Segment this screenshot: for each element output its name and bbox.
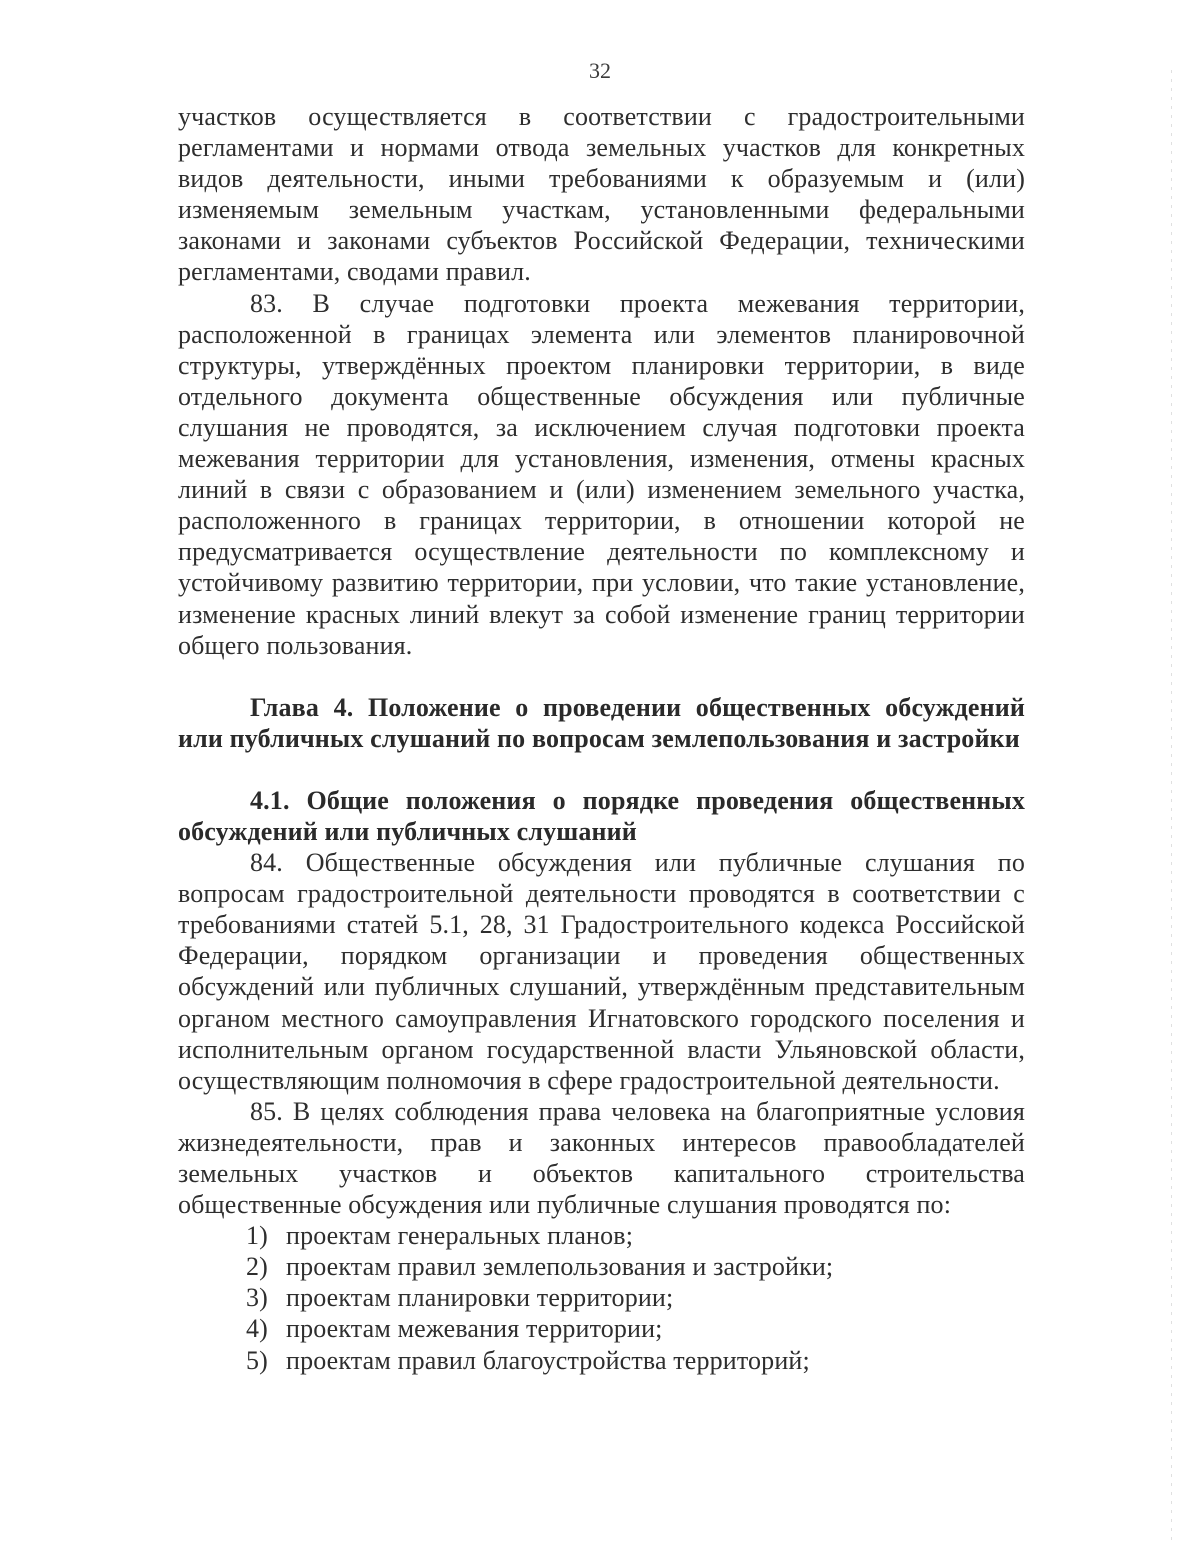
list-item [178,1220,1025,1251]
list-item [178,1251,1025,1282]
list-item-text: проектам правил благоустройства территорий; [286,1345,810,1375]
list-item-number: 5) [246,1345,268,1375]
list-item [178,1282,1025,1313]
paragraph-83: 83. В случае подготовки проекта межевания территории, расположенной в границах элемента или элементов планировочной структуры, утверждённых проектом планировки территории, в виде отдельного документа общественные обсуждения или публичные слушания не проводятся, за исключением случая подготовки проекта межевания территории для установления, изменения, отмены красных линий в связи с образованием и (или) изменением земельного участка, расположенного в границах территории, в отношении которой не предусматривается осуществление деятельности по комплексному и устойчивому развитию территории, при условии, что такие установление, изменение красных линий влекут за собой изменение границ территории общего пользования. [178,288,1025,660]
paragraph-continuation: участков осуществляется в соответствии с градостроительными регламентами и нормами отвода земельных участков для конкретных видов деятельности, иными требованиями к образуемым и (или) изменяемым земельным участкам, установленными федеральными законами и законами субъектов Российской Федерации, техническими регламентами, сводами правил. [178,102,1025,287]
scan-edge-line [1171,70,1172,1540]
list-item-text: проектам межевания территории; [286,1314,663,1344]
list-item [178,1313,1025,1344]
page-number: 32 [589,58,611,83]
list-item-number: 3) [246,1283,268,1313]
chapter-4-title: Глава 4. Положение о проведении общественных обсуждений или публичных слушаний по вопросам землепользования и застройки [178,692,1025,753]
section-4-1-title: 4.1. Общие положения о порядке проведения общественных обсуждений или публичных слушаний [178,785,1025,846]
list-item [178,1345,1025,1376]
paragraph-85: 85. В целях соблюдения права человека на благоприятные условия жизнедеятельности, прав и законных интересов правообладателей земельных участков и объектов капитального строительства общественные обсуждения или публичные слушания проводятся по: [178,1096,1025,1220]
list-item-number: 4) [246,1314,268,1344]
paragraph-85-list [178,1220,1025,1375]
list-item-text: проектам генеральных планов; [286,1221,634,1251]
document-body [178,101,1025,1376]
list-item-text: проектам правил землепользования и застройки; [286,1252,834,1282]
list-item-text: проектам планировки территории; [286,1283,674,1313]
list-item-number: 2) [246,1252,268,1282]
list-item-number: 1) [246,1221,268,1251]
paragraph-84: 84. Общественные обсуждения или публичные слушания по вопросам градостроительной деятельности проводятся в соответствии с требованиями статей 5.1, 28, 31 Градостроительного кодекса Российской Федерации, порядком организации и проведения общественных обсуждений или публичных слушаний, утверждённым представительным органом местного самоуправления Игнатовского городского поселения и исполнительным органом государственной власти Ульяновской области, осуществляющим полномочия в сфере градостроительной деятельности. [178,848,1025,1095]
